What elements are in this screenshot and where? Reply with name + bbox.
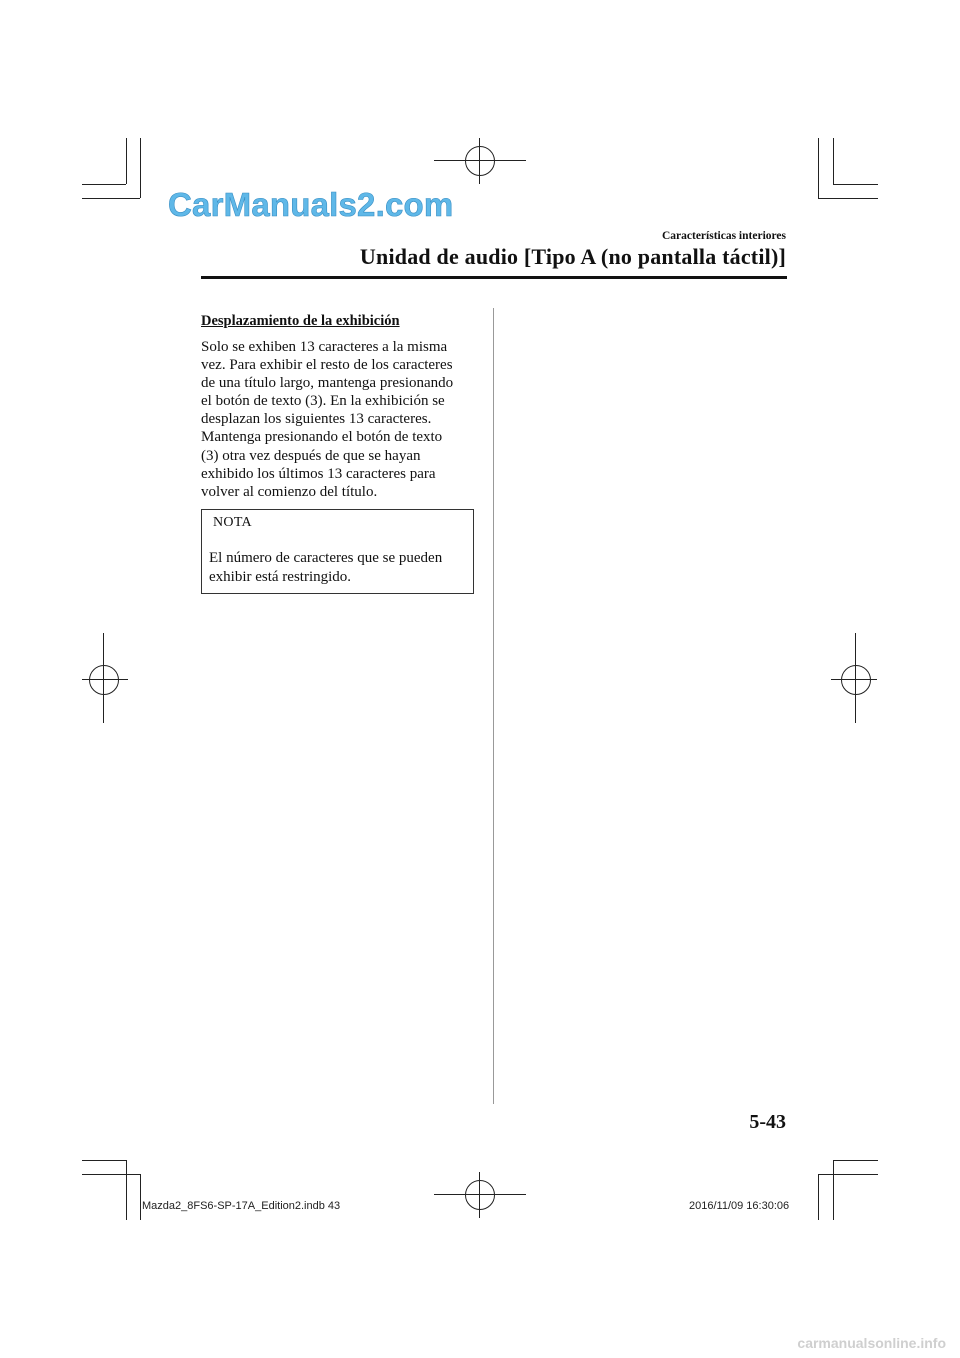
header-rule: [201, 276, 787, 279]
section-heading: Desplazamiento de la exhibición: [201, 313, 400, 329]
footer-timestamp: 2016/11/09 16:30:06: [689, 1200, 790, 1212]
note-text: El número de caracteres que se pueden exhibir está restringido.: [209, 550, 443, 585]
note-title: NOTA: [213, 515, 252, 530]
page-number: 5-43: [749, 1111, 786, 1133]
carmanuals-watermark: CarManuals2.com: [168, 186, 454, 223]
page-title: Unidad de audio [Tipo A (no pantalla táctil)]: [359, 244, 786, 269]
site-watermark: carmanualsonline.info: [797, 1335, 946, 1351]
column-divider: [493, 308, 494, 1104]
body-paragraph: Solo se exhiben 13 caracteres a la misma vez. Para exhibir el resto de los caracteres de una título largo, mantenga presionando el botón de texto (3). En la exhibición se desplazan los siguientes 13 caracteres. Mantenga presionando el botón de texto (3) otra vez después de que se hayan exhibido los últimos 13 caracteres para volver al comienzo del título.: [201, 339, 454, 500]
note-box: [201, 509, 474, 594]
section-label: Características interiores: [661, 230, 786, 242]
footer-filename: Mazda2_8FS6-SP-17A_Edition2.indb 43: [142, 1200, 341, 1212]
